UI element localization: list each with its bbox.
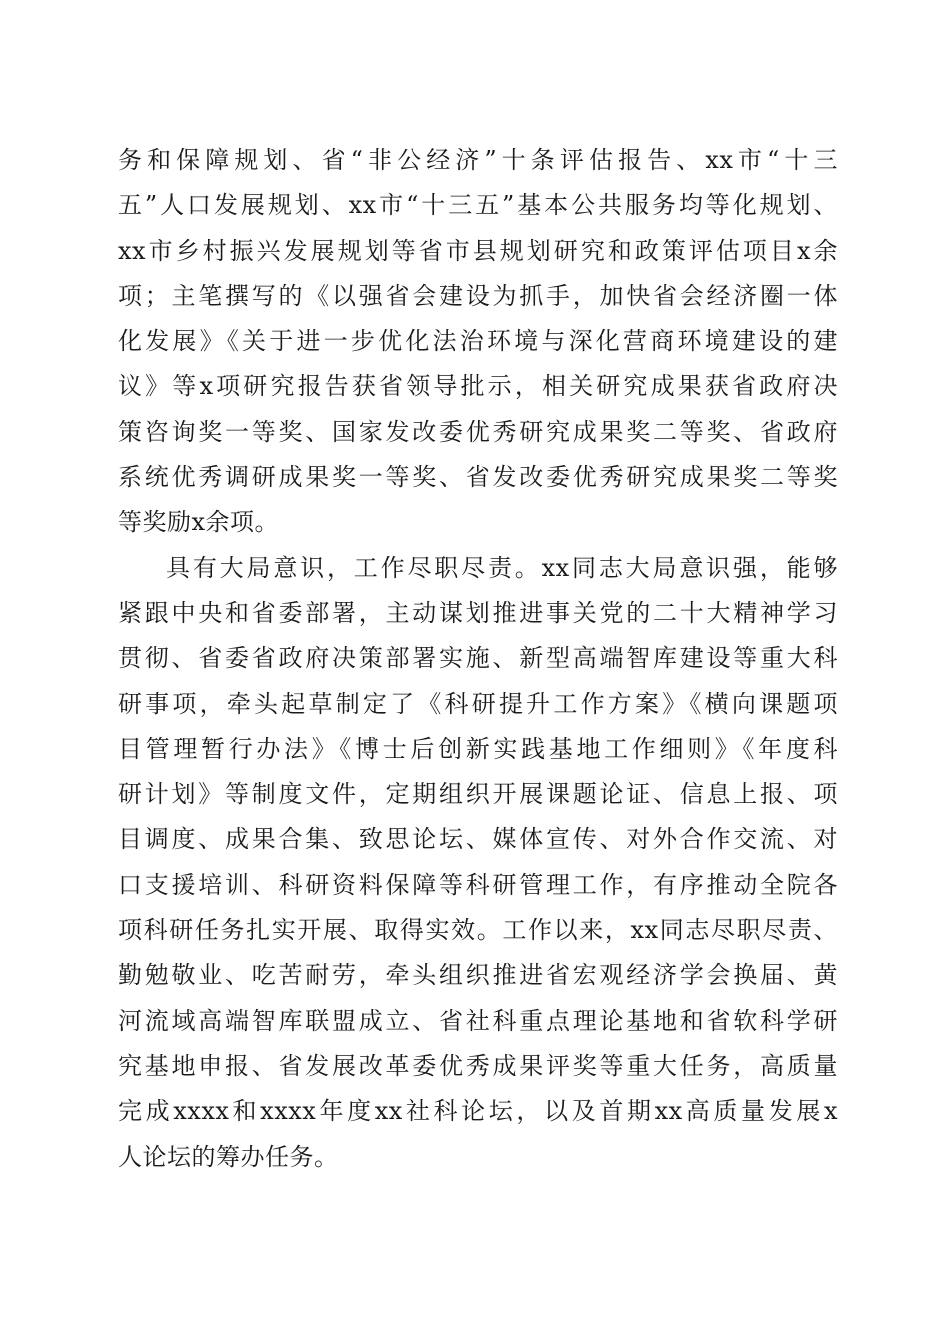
paragraph-2-line: 目调度、成果合集、致思论坛、媒体宣传、对外合作交流、对 bbox=[118, 825, 838, 854]
paragraph-2-line: 河流域高端智库联盟成立、省社科重点理论基地和省软科学研 bbox=[118, 1006, 838, 1035]
paragraph-1-line: xx市乡村振兴发展规划等省市县规划研究和政策评估项目x余 bbox=[118, 236, 838, 265]
paragraph-2-line: 研事项，牵头起草制定了《科研提升工作方案》《横向课题项 bbox=[118, 689, 838, 718]
paragraph-1-line: 五”人口发展规划、xx市“十三五”基本公共服务均等化规划、 bbox=[118, 191, 838, 220]
paragraph-2-line: 贯彻、省委省政府决策部署实施、新型高端智库建设等重大科 bbox=[118, 644, 838, 673]
paragraph-2-line: 紧跟中央和省委部署，主动谋划推进事关党的二十大精神学习 bbox=[118, 598, 838, 627]
paragraph-2-line: 完成xxxx和xxxx年度xx社科论坛，以及首期xx高质量发展x bbox=[118, 1097, 838, 1126]
paragraph-2-line: 勤勉敬业、吃苦耐劳，牵头组织推进省宏观经济学会换届、黄 bbox=[118, 961, 838, 990]
paragraph-1-line: 议》等x项研究报告获省领导批示，相关研究成果获省政府决 bbox=[118, 372, 838, 401]
paragraph-1-line: 等奖励x余项。 bbox=[118, 508, 280, 537]
paragraph-2-line: 研计划》等制度文件，定期组织开展课题论证、信息上报、项 bbox=[118, 780, 838, 809]
body-text bbox=[118, 138, 838, 1180]
paragraph-1-line: 系统优秀调研成果奖一等奖、省发改委优秀研究成果奖二等奖 bbox=[118, 463, 838, 492]
paragraph-1-line: 务和保障规划、省“非公经济”十条评估报告、xx市“十三 bbox=[118, 146, 838, 174]
paragraph-2-line: 目管理暂行办法》《博士后创新实践基地工作细则》《年度科 bbox=[118, 734, 838, 763]
paragraph-2-line: 人论坛的筹办任务。 bbox=[118, 1142, 339, 1171]
paragraph-2-line: 项科研任务扎实开展、取得实效。工作以来，xx同志尽职尽责、 bbox=[118, 916, 838, 945]
paragraph-1-line: 项；主笔撰写的《以强省会建设为抓手，加快省会经济圈一体 bbox=[118, 281, 838, 310]
paragraph-1-line: 化发展》《关于进一步优化法治环境与深化营商环境建设的建 bbox=[118, 327, 838, 356]
paragraph-2-line: 具有大局意识，工作尽职尽责。xx同志大局意识强，能够 bbox=[166, 553, 838, 582]
paragraph-1-line: 策咨询奖一等奖、国家发改委优秀研究成果奖二等奖、省政府 bbox=[118, 417, 838, 446]
paragraph-2-line: 口支援培训、科研资料保障等科研管理工作，有序推动全院各 bbox=[118, 870, 838, 899]
paragraph-2-line: 究基地申报、省发展改革委优秀成果评奖等重大任务，高质量 bbox=[118, 1051, 838, 1080]
